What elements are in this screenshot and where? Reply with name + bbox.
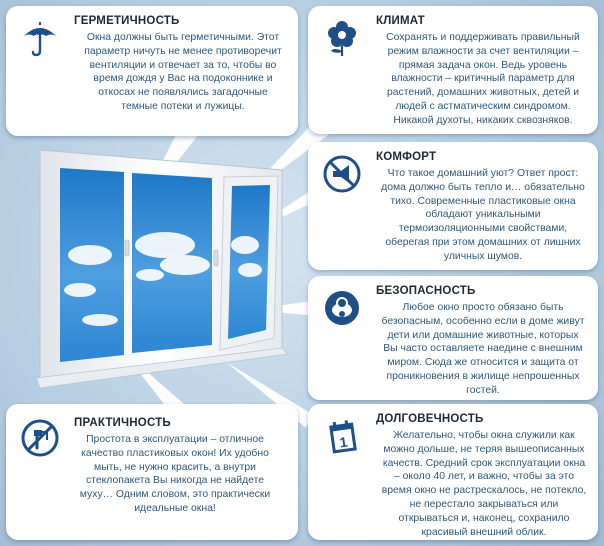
pacifier-icon [322, 288, 362, 328]
flower-icon [322, 18, 362, 58]
no-brush-icon [20, 418, 60, 458]
card-title: ДОЛГОВЕЧНОСТЬ [376, 413, 484, 425]
window-handle [214, 250, 218, 266]
card-klimat [308, 6, 598, 134]
card-text: Простота в эксплуатации – отличное качество пластиковых окон! Их удобно мыть, не нужно красить, а внутри стеклопакета Вы никогда не найдете муху… Одним словом, это практически идеальные окна! [79, 434, 271, 514]
card-text: Желательно, чтобы окна служили как можно дольше, не теряя вышеописанных качеств. Средний срок эксплуатации окна – около 40 лет, и важно, чтобы за это время окно не растрескалось, не потекло, не перестало закрываться или открываться и, наконец, сохранило красивый внешний облик. [381, 430, 587, 538]
window-handle [125, 240, 129, 256]
card-title: БЕЗОПАСНОСТЬ [376, 285, 476, 297]
card-germetichnost [6, 6, 298, 136]
card-text: Что такое домашний уют? Ответ прост: дома должно быть тепло и… обязательно тихо. Современные пластиковые окна обладают уникальными термоизоляционными свойствами, оберегая при этом домашних от лишних уличных шумов. [381, 168, 585, 262]
window-right-glass [228, 185, 270, 339]
card-text: Сохранять и поддерживать правильный режим влажности за счет вентиляции – прямая задача окон. Ведь уровень влажности – критичный параметр для растений, домашних животных, детей и людей с астматическим синдромом. Никакой духоты, никаких сквозняков. [386, 32, 580, 126]
card-title: КОМФОРТ [376, 151, 437, 163]
card-title: ГЕРМЕТИЧНОСТЬ [74, 15, 180, 27]
card-title: ПРАКТИЧНОСТЬ [74, 417, 171, 429]
card-title: КЛИМАТ [376, 15, 425, 27]
card-dolgovechnost [308, 404, 598, 540]
card-komfort [308, 142, 598, 270]
umbrella-icon [20, 18, 60, 58]
card-text: Окна должны быть герметичными. Этот параметр ничуть не менее противоречит вентиляции и отвечает за то, чтобы во время дождя у Вас на подоконнике и откосах не появлялись загадочные темные потеки и лужицы. [84, 32, 282, 112]
calendar-icon [322, 416, 362, 456]
no-horn-icon [322, 154, 362, 194]
card-praktichnost [6, 404, 298, 540]
svg-text:1: 1 [338, 433, 349, 451]
window-left-glass [60, 168, 124, 362]
card-text: Любое окно просто обязано быть безопасным, особенно если в доме живут дети или домашние животные, которых Вы часто оставляете наедине с внешним миром. Сюда же относится и защита от проникновения в жилище непрошенных гостей. [381, 302, 585, 396]
card-bezopasnost [308, 276, 598, 400]
